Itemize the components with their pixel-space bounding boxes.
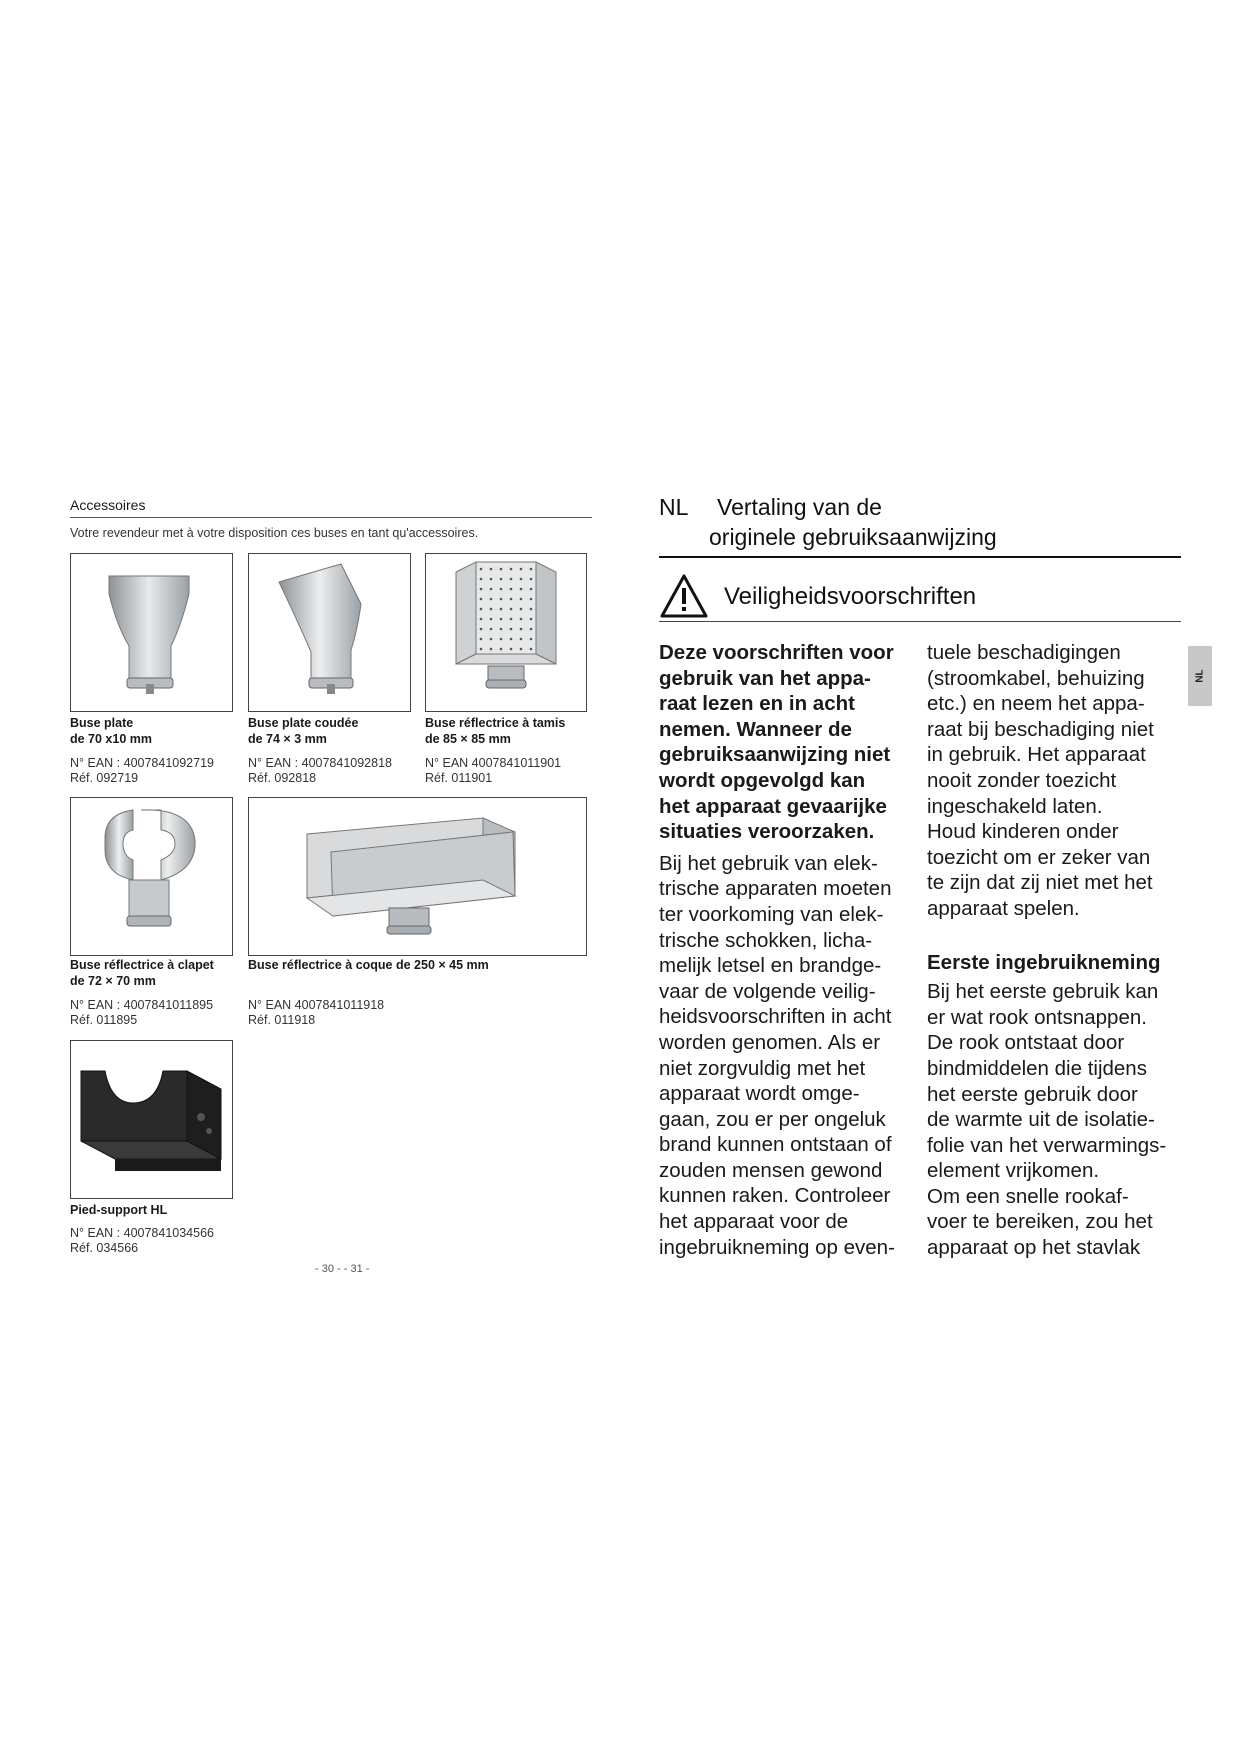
stand-support-icon [71,1041,232,1198]
item-5-name-1: Buse réflectrice à coque de 250 × 45 mm [248,958,489,972]
body-line: folie van het verwarmings- [927,1133,1167,1157]
language-side-tab [1188,646,1212,706]
angled-flat-nozzle-icon [249,554,410,711]
item-2-name-2: de 74 × 3 mm [248,732,327,746]
item-2-name-1: Buse plate coudée [248,716,359,730]
angled-flat-nozzle-photo [248,553,411,712]
flat-nozzle-icon [71,554,232,711]
stand-support-photo [70,1040,233,1199]
body-line: het eerste gebruik door [927,1082,1138,1106]
body-line: bindmiddelen die tijdens [927,1056,1147,1080]
shell-reflector-nozzle-icon [249,798,586,955]
body-line: kunnen raken. Controleer [659,1184,891,1208]
body-line: zouden mensen gewond [659,1158,883,1182]
item-4-ean: N° EAN : 4007841011895 [70,998,214,1012]
flat-nozzle-photo [70,553,233,712]
body-line: apparaat spelen. [927,896,1080,920]
body-line: etc.) en neem het appa- [927,692,1145,716]
safety-heading: Veiligheidsvoorschriften [724,583,977,610]
item-1-ref: Réf. 092719 [70,771,139,785]
body-line: worden genomen. Als er [659,1030,881,1054]
item-4-name-1: Buse réflectrice à clapet [70,958,214,972]
body-line: niet zorgvuldig met het [659,1056,866,1080]
intro-line: situaties veroorzaken. [659,820,875,844]
section-heading-first-use: Eerste ingebruikneming [927,950,1161,974]
body-line: ter voorkoming van elek- [659,902,884,926]
item-6-name-1: Pied-support HL [70,1203,168,1217]
item-2-ref: Réf. 092818 [248,771,317,785]
item-4-name-2: de 72 × 70 mm [70,974,156,988]
body-line: Houd kinderen onder [927,820,1119,844]
intro-line: gebruik van het appa- [659,666,871,690]
body-line: nooit zonder toezicht [927,768,1117,792]
body-line: de warmte uit de isolatie- [927,1108,1155,1132]
flap-reflector-nozzle-icon [71,798,232,955]
title-rule [659,556,1181,558]
item-5-ref: Réf. 011918 [248,1013,316,1027]
body-paragraph [927,640,1187,922]
accessories-title: Accessoires [70,497,146,513]
body-line: element vrijkomen. [927,1159,1100,1183]
body-line: het apparaat voor de [659,1210,849,1234]
item-3-ean: N° EAN 4007841011901 [425,756,562,770]
body-line: gaan, zou er per ongeluk [659,1107,886,1131]
body-line: apparaat wordt omge- [659,1082,860,1106]
item-3-name-2: de 85 × 85 mm [425,732,511,746]
body-line: (stroomkabel, behuizing [927,666,1145,690]
item-3-ref: Réf. 011901 [425,771,493,785]
shell-reflector-nozzle-photo [248,797,587,956]
page-title-line-1: Vertaling van de [717,494,882,520]
body-line: trische schokken, licha- [659,928,873,952]
accessories-rule [70,517,592,518]
body-line: trische apparaten moeten [659,877,892,901]
intro-line: het apparaat gevaarijke [659,794,887,818]
page-numbers: - 30 - - 31 - [315,1263,370,1275]
body-line: De rook ontstaat door [927,1031,1125,1055]
item-1-ean: N° EAN : 4007841092719 [70,756,214,770]
flap-reflector-nozzle-photo [70,797,233,956]
item-5-ean: N° EAN 4007841011918 [248,998,385,1012]
intro-line: gebruiksaanwijzing niet [659,743,891,767]
intro-line: raat lezen en in acht [659,692,855,716]
page-title-line-2: originele gebruiksaanwijzing [709,524,997,550]
body-line: ingebruikneming op even- [659,1235,895,1259]
item-1-name-1: Buse plate [70,716,134,730]
body-line: tuele beschadigingen [927,641,1121,664]
body-line: Bij het gebruik van elek- [659,851,878,875]
screen-reflector-nozzle-photo [425,553,587,712]
intro-line: nemen. Wanneer de [659,717,852,741]
body-line: brand kunnen ontstaan of [659,1133,892,1157]
body-line: voer te bereiken, zou het [927,1210,1153,1234]
body-line: te zijn dat zij niet met het [927,871,1153,895]
language-code: NL [659,494,689,520]
intro-paragraph [659,640,909,845]
body-line: vaar de volgende veilig- [659,979,876,1003]
text-column-right [927,640,1187,1261]
item-2-ean: N° EAN : 4007841092818 [248,756,392,770]
accessories-subtitle: Votre revendeur met à votre disposition ces buses en tant qu'accessoires. [70,526,479,540]
item-6-ref: Réf. 034566 [70,1241,139,1255]
body-line: er wat rook ontsnappen. [927,1005,1147,1029]
body-line: toezicht om er zeker van [927,845,1151,869]
item-4-ref: Réf. 011895 [70,1013,138,1027]
intro-line: wordt opgevolgd kan [659,768,866,792]
body-line: in gebruik. Het apparaat [927,743,1146,767]
item-1-name-2: de 70 x10 mm [70,732,152,746]
body-line: Bij het eerste gebruik kan [927,980,1159,1004]
body-line: apparaat op het stavlak [927,1236,1141,1260]
body-line: melijk letsel en brandge- [659,954,882,978]
side-tab-label: NL [1194,669,1206,683]
body-paragraph [659,851,909,1261]
item-6-ean: N° EAN : 4007841034566 [70,1226,214,1240]
safety-rule [659,621,1181,622]
body-paragraph [927,979,1187,1261]
intro-line: Deze voorschriften voor [659,641,894,664]
screen-reflector-nozzle-icon [426,554,586,711]
body-line: heidsvoorschriften in acht [659,1005,892,1029]
body-line: Om een snelle rookaf- [927,1184,1129,1208]
body-line: ingeschakeld laten. [927,794,1103,818]
body-line: raat bij beschadiging niet [927,717,1154,741]
warning-icon [659,573,709,619]
item-3-name-1: Buse réflectrice à tamis [425,716,566,730]
text-column-left [659,640,909,1260]
